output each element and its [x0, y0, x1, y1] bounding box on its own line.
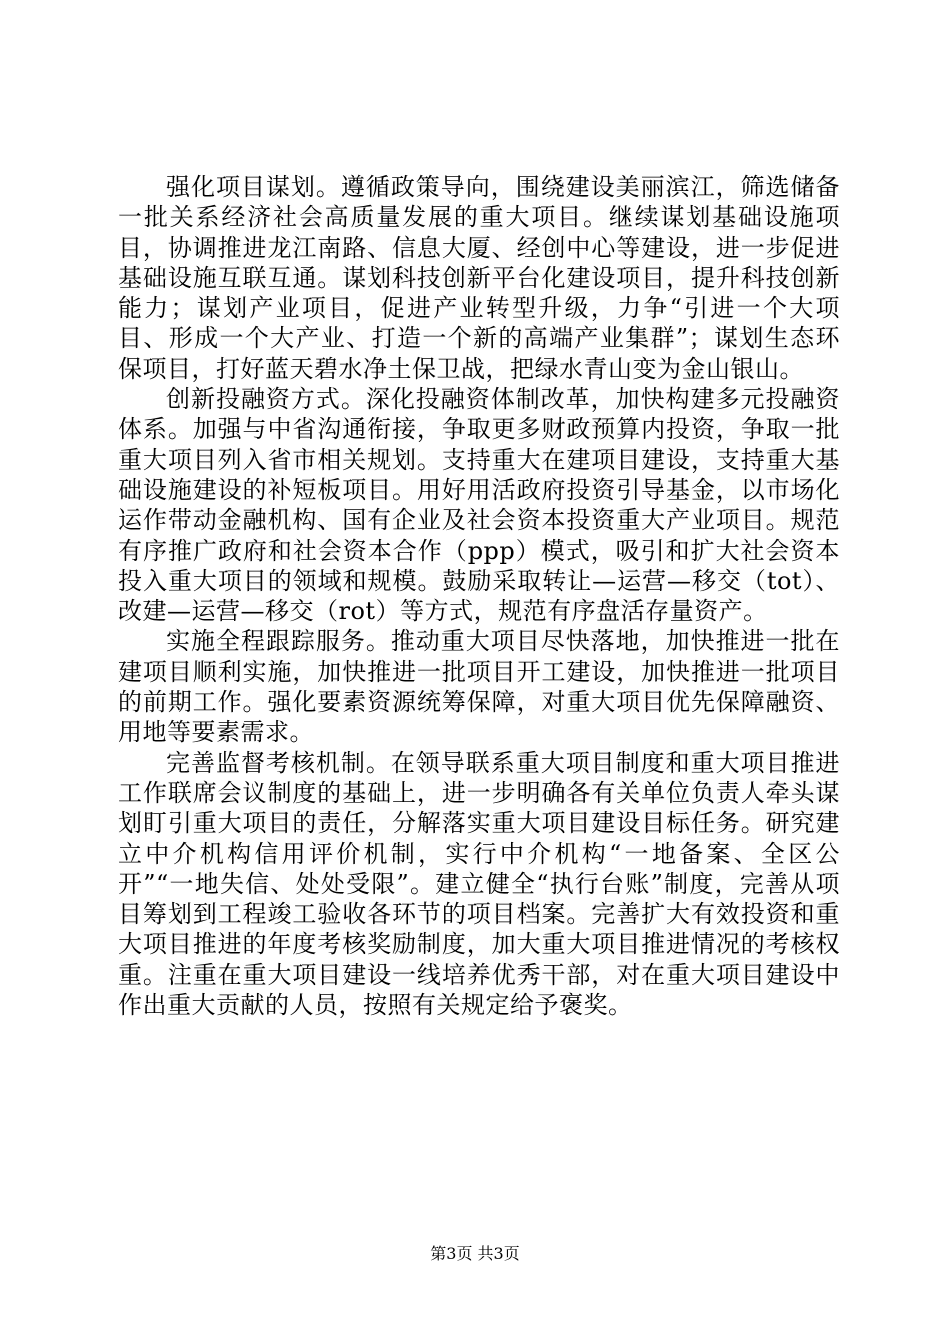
document-body: [118, 172, 840, 1020]
paragraph-project-planning: 强化项目谋划。遵循政策导向，围绕建设美丽滨江，筛选储备一批关系经济社会高质量发展的重大项目。继续谋划基础设施项目，协调推进龙江南路、信息大厦、经创中心等建设，进一步促进基础设施互联互通。谋划科技创新平台化建设项目，提升科技创新能力；谋划产业项目，促进产业转型升级，力争“引进一个大项目、形成一个大产业、打造一个新的高端产业集群”；谋划生态环保项目，打好蓝天碧水净土保卫战，把绿水青山变为金山银山。: [118, 173, 840, 383]
paragraph-financing-innovation: 创新投融资方式。深化投融资体制改革，加快构建多元投融资体系。加强与中省沟通衔接，争取更多财政预算内投资，争取一批重大项目列入省市相关规划。支持重大在建项目建设，支持重大基础设施建设的补短板项目。用好用活政府投资引导基金，以市场化运作带动金融机构、国有企业及社会资本投资重大产业项目。规范有序推广政府和社会资本合作（ppp）模式，吸引和扩大社会资本投入重大项目的领域和规模。鼓励采取转让—运营—移交（tot）、改建—运营—移交（rot）等方式，规范有序盘活存量资产。: [118, 385, 840, 626]
page-footer: [0, 1244, 950, 1264]
page-number: 第3页 共3页: [430, 1244, 520, 1263]
paragraph-supervision-assessment: 完善监督考核机制。在领导联系重大项目制度和重大项目推进工作联席会议制度的基础上，进一步明确各有关单位负责人牵头谋划盯引重大项目的责任，分解落实重大项目建设目标任务。研究建立中介机构信用评价机制，实行中介机构“一地备案、全区公开”“一地失信、处处受限”。建立健全“执行台账”制度，完善从项目筹划到工程竣工验收各环节的项目档案。完善扩大有效投资和重大项目推进的年度考核奖励制度，加大重大项目推进情况的考核权重。注重在重大项目建设一线培养优秀干部，对在重大项目建设中作出重大贡献的人员，按照有关规定给予褒奖。: [118, 748, 840, 1020]
paragraph-tracking-service: 实施全程跟踪服务。推动重大项目尽快落地，加快推进一批在建项目顺利实施，加快推进一批项目开工建设，加快推进一批项目的前期工作。强化要素资源统筹保障，对重大项目优先保障融资、用地等要素需求。: [118, 627, 840, 747]
